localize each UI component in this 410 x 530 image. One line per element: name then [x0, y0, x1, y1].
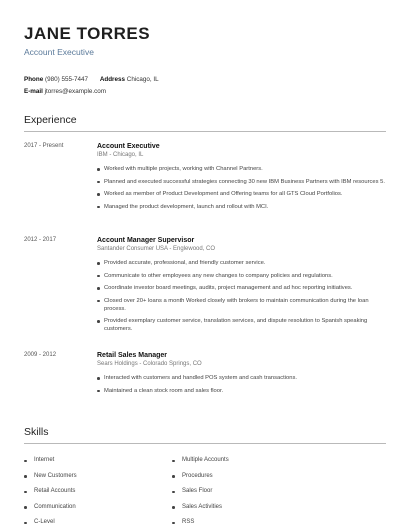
experience-divider [24, 131, 386, 132]
skill-item: Sales Activities [172, 504, 222, 510]
candidate-name: JANE TORRES [24, 24, 151, 43]
skill-item: Multiple Accounts [172, 457, 229, 463]
list-item: Communicate to other employees any new changes to company policies and regulations. [97, 272, 387, 280]
list-item: Managed the product development, launch and rollout with MCI. [97, 203, 387, 211]
skill-item: Sales Floor [172, 488, 212, 494]
job-title: Account Executive [97, 143, 160, 150]
address-value: Chicago, IL [126, 76, 159, 83]
list-item: Planned and executed successful strategies connecting 30 new IBM Business Partners with IBM resources 5. [97, 178, 387, 186]
list-item: Provided accurate, professional, and friendly customer service. [97, 259, 387, 267]
job-dates: 2017 - Present [24, 143, 64, 149]
email-value[interactable]: jtorres@example.com [44, 87, 106, 95]
job-dates: 2009 - 2012 [24, 352, 57, 358]
list-item: Worked as member of Product Development and Offering teams for all GTS Cloud Portfolios. [97, 190, 387, 198]
skill-item: Communication [24, 504, 76, 510]
experience-heading: Experience [24, 114, 77, 126]
resume-header [24, 24, 150, 57]
job-title: Retail Sales Manager [97, 352, 168, 359]
skill-item: Internet [24, 457, 54, 463]
list-item: Worked with multiple projects, working with Channel Partners. [97, 165, 387, 173]
list-item: Interacted with customers and handled POS system and cash transactions. [97, 374, 387, 382]
job-company: Santander Consumer USA - Englewood, CO [97, 246, 216, 252]
job-title: Account Manager Supervisor [97, 237, 195, 244]
skills-divider [24, 443, 386, 444]
phone-value: (980) 555-7447 [45, 76, 89, 83]
job-bullets [97, 165, 387, 211]
email-label: E-mail [24, 87, 43, 95]
skill-item: RSS [172, 519, 194, 525]
skill-item: C-Level [24, 519, 55, 525]
list-item: Maintained a clean stock room and sales floor. [97, 387, 387, 395]
job-dates: 2012 - 2017 [24, 237, 57, 243]
skill-item: New Customers [24, 473, 77, 479]
job-company: IBM - Chicago, IL [97, 152, 144, 158]
skill-item: Retail Accounts [24, 488, 75, 494]
phone-label: Phone [24, 76, 44, 83]
job-company: Sears Holdings - Colorado Springs, CO [97, 361, 202, 367]
list-item: Provided exemplary customer service, translation services, and dispute resolution to Spanish speaking customers. [97, 317, 387, 333]
job-bullets [97, 374, 387, 395]
job-bullets [97, 259, 387, 333]
skills-heading: Skills [24, 426, 49, 438]
candidate-title: Account Executive [24, 47, 94, 57]
contact-info [24, 74, 159, 97]
skill-item: Procedures [172, 473, 213, 479]
list-item: Coordinate investor board meetings, audits, project management and ad hoc reporting initiatives. [97, 284, 387, 292]
list-item: Closed over 20+ loans a month Worked closely with brokers to maintain communication during the loan process. [97, 297, 387, 313]
address-label: Address [99, 76, 126, 83]
